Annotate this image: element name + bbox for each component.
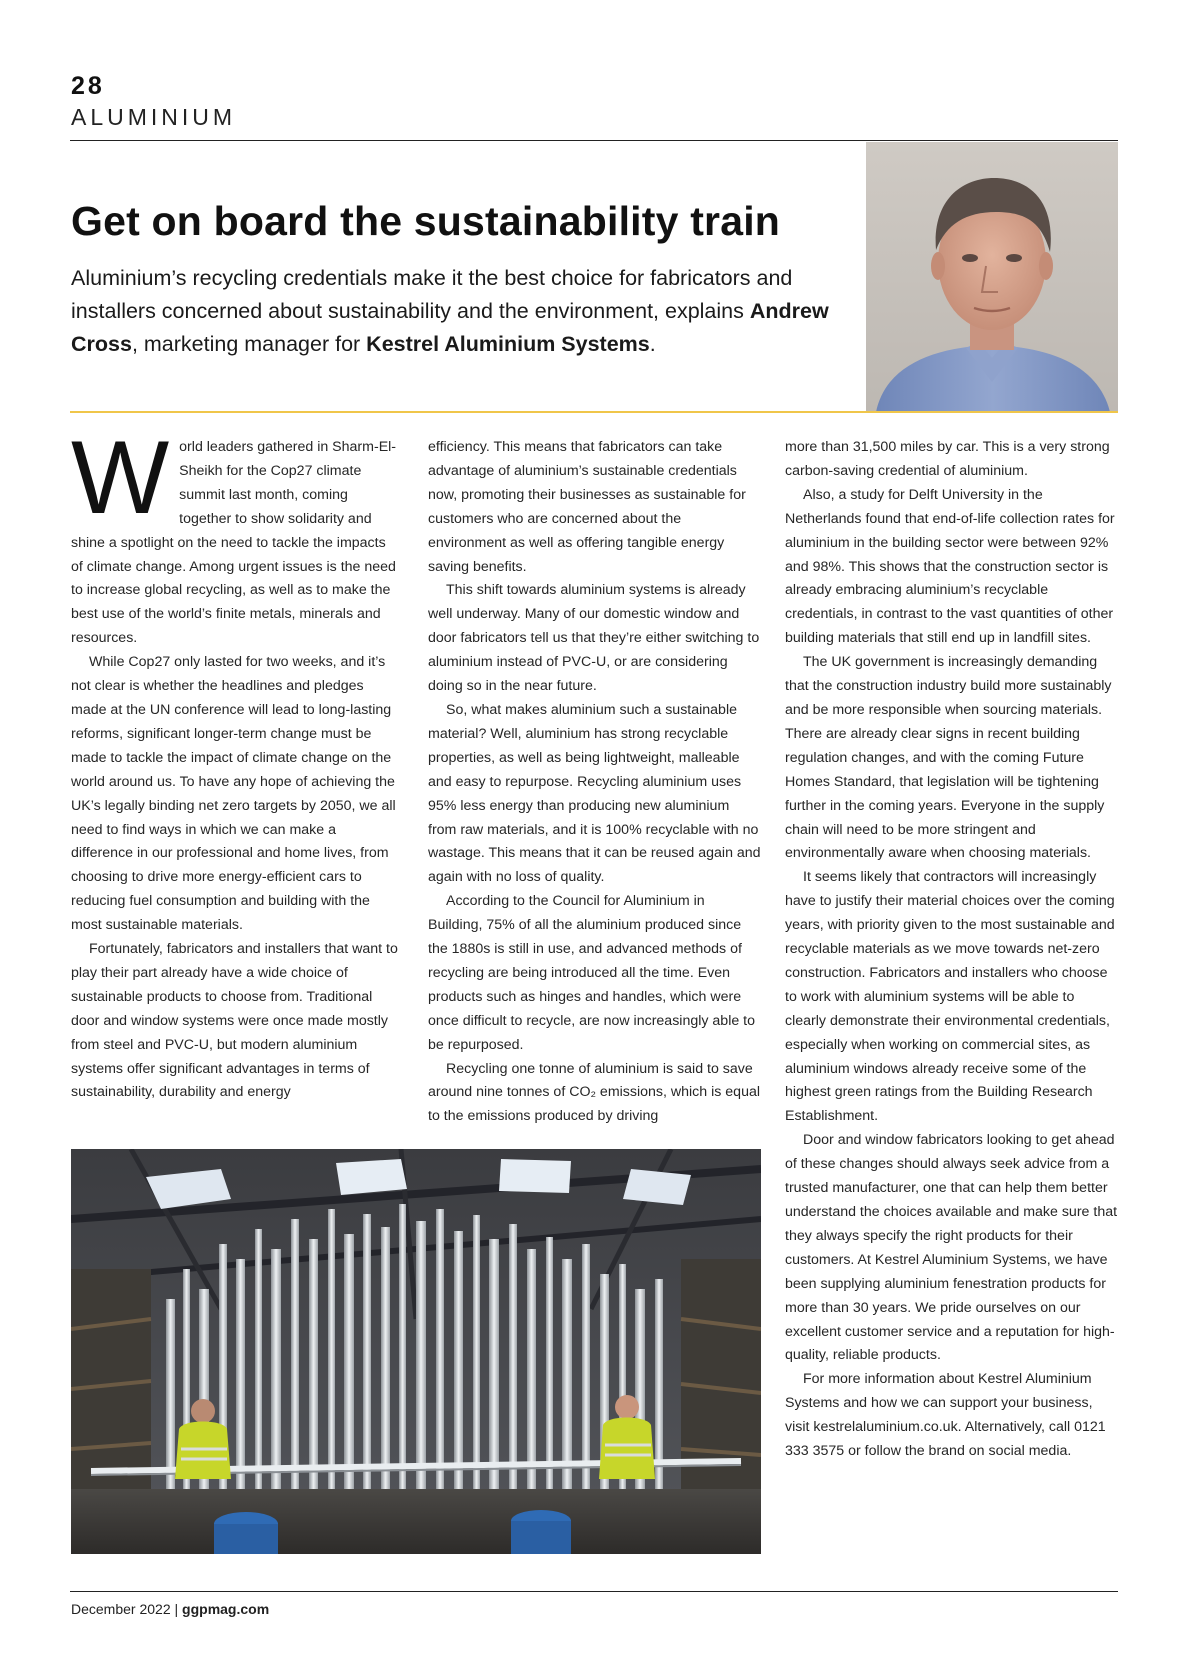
paragraph: Recycling one tonne of aluminium is said to save around nine tonnes of CO₂ emissions, which is equal to the emissions produced by driving	[428, 1060, 760, 1125]
author-portrait-image	[866, 142, 1118, 412]
accent-rule	[70, 411, 1118, 413]
section-name: ALUMINIUM	[71, 104, 237, 130]
paragraph: more than 31,500 miles by car. This is a very strong carbon-saving credential of aluminium.	[785, 439, 1110, 479]
article-column-2	[428, 436, 761, 1129]
factory-photo-image	[71, 1149, 761, 1554]
header-rule	[70, 140, 1118, 141]
paragraph: So, what makes aluminium such a sustainable material? Well, aluminium has strong recyclable properties, as well as being lightweight, malleable and easy to repurpose. Recycling aluminium uses 95% less energy than producing new aluminium from raw materials, and it is 100% recyclable with no wastage. This means that it can be reused again and again with no loss of quality.	[428, 701, 761, 886]
paragraph: While Cop27 only lasted for two weeks, and it’s not clear is whether the headlines and pledges made at the UN conference will lead to long-lasting reforms, significant longer-term change must be made to tackle the impact of climate change on the world around us. To have any hope of achieving the UK’s legally binding net zero targets by 2050, we all need to find ways in which we can make a difference in our professional and home lives, from choosing to drive more energy-efficient cars to reducing fuel consumption and building with the most sustainable materials.	[71, 654, 396, 934]
footer-site: ggpmag.com	[182, 1601, 270, 1617]
page-number: 28	[71, 72, 105, 100]
standfirst-author: Andrew Cross	[71, 299, 829, 356]
drop-cap: W	[71, 420, 170, 536]
article-standfirst	[71, 262, 851, 361]
paragraph: The UK government is increasingly demanding that the construction industry build more sustainably and be more responsible when sourcing materials. There are already clear signs in recent building regulation changes, and with the coming Future Homes Standard, that legislation will be tightening further in the coming years. Everyone in the supply chain will need to be more stringent and environmentally aware when choosing materials.	[785, 654, 1112, 862]
author-portrait	[866, 142, 1118, 412]
article-headline: Get on board the sustainability train	[71, 198, 781, 244]
standfirst-company: Kestrel Aluminium Systems	[366, 332, 650, 356]
paragraph-text: orld leaders gathered in Sharm-El-Sheikh for the Cop27 climate summit last month, coming together to show solidarity and shine a spotlight on the need to tackle the impacts of climate change. Among urgent issues is the need to increase global recycling, as well as to make the best use of the world’s finite metals, minerals and resources.	[71, 439, 397, 647]
paragraph: This shift towards aluminium systems is already well underway. Many of our domestic window and door fabricators tell us that they’re either switching to aluminium instead of PVC-U, or are considering doing so in the near future.	[428, 582, 760, 695]
paragraph: efficiency. This means that fabricators can take advantage of aluminium’s sustainable credentials now, promoting their businesses as sustainable for customers who are concerned about the environment as well as offering tangible energy saving benefits.	[428, 439, 746, 575]
factory-photo	[71, 1149, 761, 1554]
article-column-1	[71, 420, 401, 1105]
paragraph	[71, 420, 401, 651]
paragraph: It seems likely that contractors will increasingly have to justify their material choices over the coming years, with priority given to the most sustainable and recyclable materials as we move towards net-zero construction. Fabricators and installers who choose to work with aluminium systems will be able to clearly demonstrate their environmental credentials, especially when working on commercial sites, as aluminium windows already receive some of the highest green ratings from the Building Research Establishment.	[785, 869, 1115, 1125]
article-column-3	[785, 436, 1118, 1464]
page-footer	[71, 1601, 269, 1617]
paragraph: Fortunately, fabricators and installers that want to play their part already have a wide choice of sustainable products to choose from. Traditional door and window systems were once made mostly from steel and PVC-U, but modern aluminium systems offer significant advantages in terms of sustainability, durability and energy	[71, 941, 398, 1101]
paragraph: Also, a study for Delft University in the Netherlands found that end-of-life collection rates for aluminium in the building sector were between 92% and 98%. This shows that the construction sector is already embracing aluminium’s recyclable credentials, in contrast to the vast quantities of other building materials that still end up in landfill sites.	[785, 486, 1115, 647]
standfirst-text: Aluminium’s recycling credentials make it the best choice for fabricators and installers concerned about sustainability and the environment, explains	[71, 266, 793, 323]
paragraph: Door and window fabricators looking to get ahead of these changes should always seek advice from a trusted manufacturer, one that can help them better understand the choices available and make sure that they always specify the right products for their customers. At Kestrel Aluminium Systems, we have been supplying aluminium fenestration products for more than 30 years. We pride ourselves on our excellent customer service and a reputation for high-quality, reliable products.	[785, 1132, 1118, 1364]
paragraph: According to the Council for Aluminium in Building, 75% of all the aluminium produced since the 1880s is still in use, and advanced methods of recycling are being introduced all the time. Even products such as hinges and handles, which were once difficult to recycle, are now increasingly able to be repurposed.	[428, 893, 756, 1053]
standfirst-text-middle: , marketing manager for	[131, 332, 367, 356]
paragraph: For more information about Kestrel Aluminium Systems and how we can support your business, visit kestrelaluminium.co.uk. Alternatively, call 0121 333 3575 or follow the brand on social media.	[785, 1371, 1106, 1460]
footer-separator: |	[170, 1601, 183, 1617]
standfirst-text-end: .	[649, 332, 656, 356]
footer-rule	[70, 1591, 1118, 1592]
footer-date: December 2022	[71, 1601, 171, 1617]
